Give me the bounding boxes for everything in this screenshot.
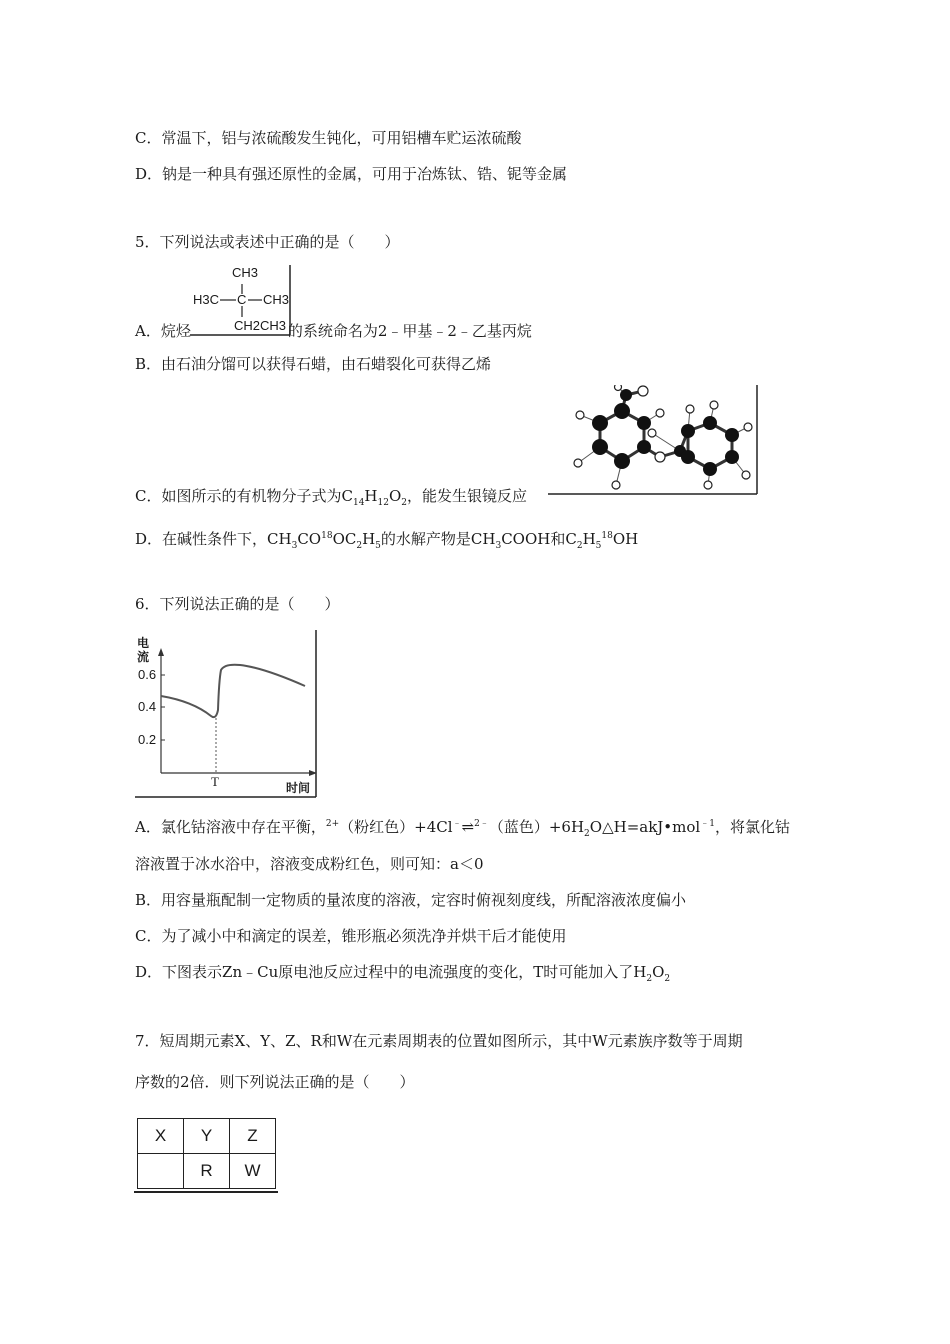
q6d-seg: O [652, 963, 665, 981]
q6-stem: 6．下列说法正确的是（ ） [135, 595, 340, 613]
struct-center-carbon: C [237, 292, 247, 307]
q5d-sup: 18 [601, 531, 613, 541]
q5-option-c-sub-c: 14 [352, 498, 365, 508]
q6d-sub: 2 [664, 974, 671, 984]
q5-option-c-h: H [364, 487, 378, 505]
q5d-seg: OC [332, 530, 357, 548]
q6d-sub: 2 [646, 974, 653, 984]
q5-option-d-text: D．在碱性条件下，CH [135, 530, 292, 548]
equilibrium-arrow-icon: ⇌ [461, 818, 475, 836]
q6a-sup: 2﹣ [474, 819, 489, 829]
q5-option-c-text: C．如图所示的有机物分子式为C [135, 487, 353, 505]
struct-right-methyl: CH3 [263, 292, 290, 307]
q6a-seg: A．氯化钴溶液中存在平衡， [135, 818, 326, 836]
periodic-table-fragment [137, 1118, 276, 1189]
q5d-seg: OH [612, 530, 639, 548]
graph-y-label-bottom: 流 [137, 650, 150, 664]
q7-stem-line1: 7．短周期元素X、Y、Z、R和W在元素周期表的位置如图所示，其中W元素族序数等于周期 [135, 1032, 743, 1050]
q6a-sub: 2 [584, 829, 590, 839]
q6a-sup: ﹣ [452, 819, 462, 829]
q4-option-c: C．常温下，铝与浓硫酸发生钝化，可用铝槽车贮运浓硫酸 [135, 129, 522, 147]
cell-w: W [230, 1154, 276, 1189]
table-row [138, 1119, 276, 1154]
q6a-seg: ，将氯化钴 [714, 818, 790, 836]
q5d-sub: 2 [576, 541, 583, 551]
q7-stem-line2: 序数的2倍．则下列说法正确的是（ ） [135, 1073, 415, 1091]
q6a-seg: O△H=akJ•mol [589, 818, 701, 836]
graph-y-label-top: 电 [137, 636, 150, 650]
cell-r: R [184, 1154, 230, 1189]
q5-option-c-sub-o: 2 [401, 498, 408, 508]
struct-left-methyl: H3C [193, 292, 220, 307]
graph-x-label: 时间 [286, 781, 311, 795]
q5-option-a-suffix: 的系统命名为2﹣甲基﹣2﹣乙基丙烷 [287, 322, 532, 340]
q5-stem: 5．下列说法或表述中正确的是（ ） [135, 233, 400, 251]
q6a-seg: （蓝色）+6H [488, 818, 585, 836]
q6d-seg: D．下图表示Zn﹣Cu原电池反应过程中的电流强度的变化，T时可能加入了H [135, 963, 647, 981]
q6-option-a-line2: 溶液置于冰水浴中，溶液变成粉红色，则可知：a＜0 [135, 855, 484, 873]
q5-option-b: B．由石油分馏可以获得石蜡，由石蜡裂化可获得乙烯 [135, 355, 492, 373]
q5-option-d [135, 526, 638, 556]
graph-tick-0-6: 0.6 [138, 667, 157, 682]
q5d-seg: COOH和C [501, 530, 577, 548]
q5d-sub: 3 [495, 541, 502, 551]
q5d-sub: 5 [595, 541, 602, 551]
q6-option-c: C．为了减小中和滴定的误差，锥形瓶必须洗净并烘干后才能使用 [135, 927, 567, 945]
cell-z: Z [230, 1119, 276, 1154]
struct-bottom-ethyl: CH2CH3 [234, 318, 287, 333]
q6-option-d [135, 962, 670, 989]
q5d-sub: 5 [375, 541, 381, 551]
q6-option-a-line1 [135, 814, 790, 844]
graph-x-mark-t: T [211, 774, 219, 789]
q5-option-a-prefix: A．烷烃 [135, 322, 191, 340]
table-row [138, 1154, 276, 1189]
graph-tick-0-4: 0.4 [138, 699, 157, 714]
q5-option-c-sub-h: 12 [377, 498, 389, 508]
q5-option-c [135, 486, 527, 513]
q6-option-b: B．用容量瓶配制一定物质的量浓度的溶液，定容时俯视刻度线，所配溶液浓度偏小 [135, 891, 687, 909]
q5d-seg: H [582, 530, 596, 548]
q5-option-c-suffix: ，能发生银镜反应 [407, 487, 528, 505]
q5d-seg: CO [297, 530, 322, 548]
molecule-ball-stick-figure [548, 385, 760, 496]
q4-option-d: D．钠是一种具有强还原性的金属，可用于冶炼钛、锆、铌等金属 [135, 165, 568, 183]
cell-y: Y [184, 1119, 230, 1154]
q6a-sup: ﹣1 [700, 819, 715, 829]
cell-empty [138, 1154, 184, 1189]
q5d-seg: H [362, 530, 376, 548]
q6a-sup: 2+ [325, 819, 340, 829]
current-time-graph [135, 630, 318, 798]
q5d-sub: 2 [356, 541, 363, 551]
graph-tick-0-2: 0.2 [138, 732, 157, 747]
q5d-sup: 18 [321, 531, 333, 541]
q5d-seg: 的水解产物是CH [380, 530, 496, 548]
q5-option-a [135, 321, 532, 341]
q6a-seg: （粉红色）+4Cl [339, 818, 453, 836]
q5-option-c-o: O [388, 487, 402, 505]
q5d-sub: 3 [291, 541, 298, 551]
struct-top-methyl: CH3 [232, 265, 259, 280]
cell-x: X [138, 1119, 184, 1154]
table-underline [134, 1191, 278, 1193]
